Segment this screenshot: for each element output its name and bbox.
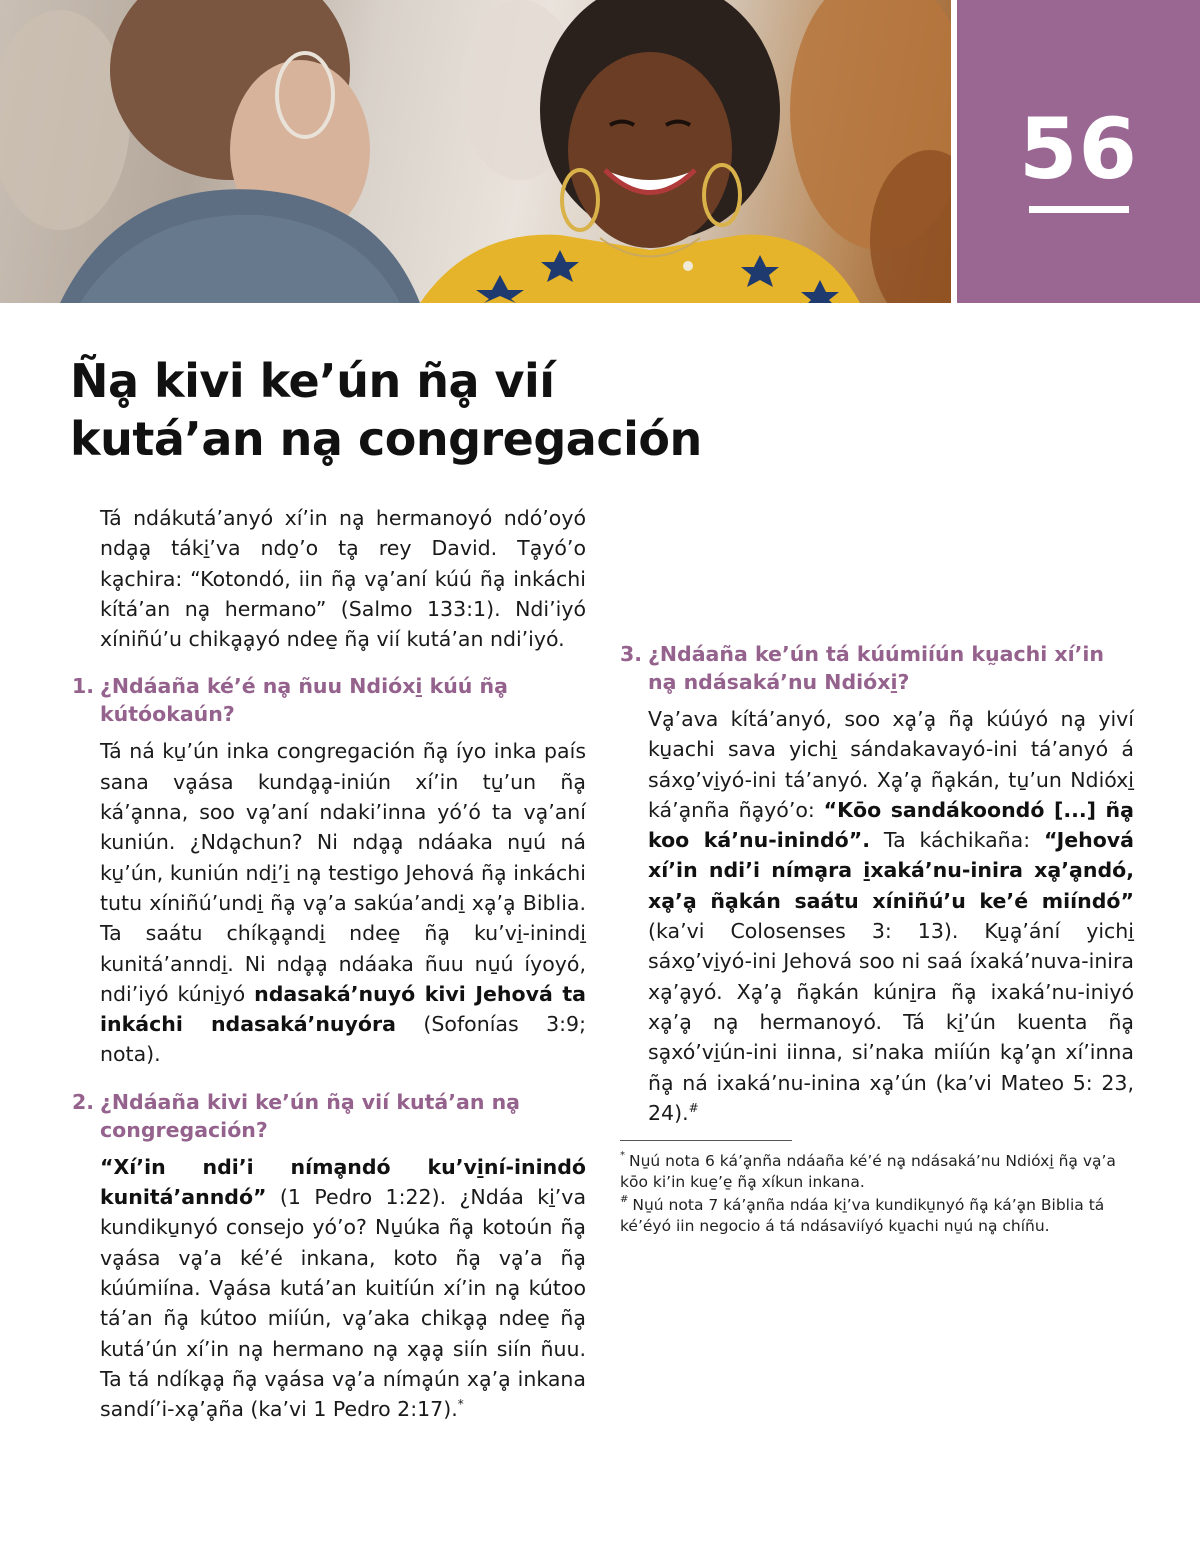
hero-illustration [0,0,951,303]
footnote-ref-hash[interactable]: # [688,1101,699,1116]
right-column-flow [620,640,1134,1239]
lesson-number: 56 [1019,100,1138,198]
answer-1-bold: ndasaká’nuyó kivi Jehová ta inkáchi ndasaká’nuyóra [100,981,587,1037]
footnote-hash-mark: # [620,1194,629,1206]
answer-3-text-a: Vḁ’ava kítá’anyó, soo xḁ’ḁ ñḁ kúúyó nḁ yiví ku̱achi sava yichi̱ sándakavayó-ini tá’anyó á sáxo̱’vi̱yó-ini tá’anyó. Xḁ’ḁ ñḁkán, tu̱’un Ndióxi̱ ká’ḁnña ñḁyó’o: [648,707,1134,822]
page-title [70,352,970,468]
q3-number: 3. [620,642,643,666]
question-2-text: ¿Ndáaña kivi ke’ún ñḁ vií kutá’an nḁ congregación? [100,1089,520,1142]
footnote-ref-star[interactable]: * [457,1397,464,1412]
answer-2-paragraph [100,1152,586,1425]
question-1 [72,672,586,728]
question-1-number: 1. [72,674,95,699]
intro-paragraph: Tá ndákutá’anyó xí’in nḁ hermanoyó ndó’oyó ndḁḁ táki̱’va ndo̱’o tḁ rey David. Tḁyó’o kḁchira: “Kotondó, iin ñḁ vḁ’aní kúú ñḁ inkáchi kítá’an nḁ hermano” (Salmo 133:1). Ndi’iyó xíniñú’u chikḁḁyó ndee̱ ñḁ vií kutá’an ndi’iyó. [100,506,586,652]
footnote-star [620,1151,1134,1193]
lesson-number-box [957,0,1200,303]
footnote-hash [620,1195,1134,1237]
answer-1-text-b: (Sofonías 3:9; nota). [100,1012,586,1067]
question-2 [72,1088,586,1144]
left-column [72,503,586,1424]
answer-2-bold: “Xí’in ndi’i nímḁndó ku’vi̱ní-inindó kunitá’anndó” [100,1154,586,1210]
answer-1-paragraph [100,736,586,1069]
footnote-hash-text: Nu̱ú nota 7 ká’ḁnña ndáa ki̱’va kundiku̱nyó ñḁ ká’ḁn Biblia tá ké’éyó iin negocio á tá ndásaviíyó ku̱achi nu̱ú nḁ chíñu. [620,1196,1105,1236]
title-line-2: kutá’an nḁ congregación [70,412,702,466]
answer-1-text-a: Tá ná ku̱’ún inka congregación ñḁ íyo inka país sana vḁása kundḁḁ-iniún xí’in tu̱’un ñḁ ká’ḁnna, soo vḁ’aní ndaki’inna yó’ó ta vḁ’aní kuniún. ¿Ndḁchun? Ni ndḁḁ ndáaka nu̱ú ná ku̱’ún, kuniún ndi̱’i̱ nḁ testigo Jehová ñḁ inkáchi tutu xíniñú’undi̱ ñḁ vḁ’a sakúa’andi̱ xḁ’ḁ Biblia. Ta saátu chíkḁḁndi̱ ndee̱ ñḁ ku’vi̱-inindi̱ kunitá’anndi̱. Ni ndḁḁ ndáaka ñuu nu̱ú íyoyó, ndi’iyó kúni̱yó [100,739,586,1006]
question-2-number: 2. [72,1089,95,1114]
title-line-1: Ñḁ kivi ke’ún ñḁ vií [70,354,555,408]
lesson-number-underline [1029,206,1129,213]
question-3-heading [620,640,1134,696]
footnote-star-text: Nu̱ú nota 6 ká’ḁnña ndáaña ké’é nḁ ndásaká’nu Ndióxi̱ ñḁ vḁ’a kōo ki’in kue̱’e̱ ñḁ xíkun inkana. [620,1152,1116,1192]
footnote-divider [620,1140,792,1141]
answer-2-text: (1 Pedro 1:22). ¿Ndáa ki̱’va kundiku̱nyó consejo yó’o? Nu̱úka ñḁ kotoún ñḁ vḁása vḁ’a ké’é inkana, koto ñḁ vḁ’a ñḁ kúúmiína. Vḁása kutá’an kuitíún xí’in nḁ kútoo tá’an ñḁ kútoo miíún, vḁ’aka chikḁḁ ndee̱ ñḁ kutá’ún xí’in nḁ hermano nḁ xḁḁ siín siín ñuu. Ta tá ndíkḁḁ ñḁ vḁása vḁ’a nímḁún xḁ’ḁ inkana sandí’i-xḁ’ḁña (ka’vi 1 Pedro 2:17). [100,1185,586,1422]
answer-3-bold-b: “Jehová xí’in ndi’i nímḁra i̱xaká’nu-inira xḁ’ḁndó, xḁ’ḁ ñḁkán saátu xíniñú’u ke’é miíndó” [648,828,1134,913]
answer-3-text-c: (ka’vi Colosenses 3: 13). Ku̱ḁ’ání yichi̱ sáxo̱’vi̱yó-ini Jehová soo ni saá íxaká’nuva-inira xḁ’ḁyó. Xḁ’ḁ ñḁkán kúni̱ra ñḁ ixaká’nu-iniyó xḁ’ḁ nḁ hermanoyó. Tá ki̱’ún kuenta ñḁ sḁxó’vi̱ún-ini iinna, si’naka miíún kḁ’ḁn xí’inna ñḁ ná ixaká’nu-inina xḁ’ún (ka’vi Mateo 5: 23, 24). [648,919,1134,1125]
q3-text: ¿Ndáaña ke’ún tá kúúmiíún kṵachi xí’in nḁ ndásaká’nu Ndióxi̱? [648,642,1105,694]
answer-3-bold-a: “Kōo sandákoondó [...] ñḁ koo ká’nu-inindó”. [648,797,1134,853]
footnote-star-mark: * [620,1150,625,1162]
hero-photo [0,0,951,303]
answer-3-text-b: Ta káchikaña: [870,828,1045,853]
footnotes [620,1151,1134,1237]
answer-3-paragraph [648,704,1134,1128]
question-1-text: ¿Ndáaña ké’é nḁ ñuu Ndióxi̱ kúú ñḁ kútóokaún? [100,674,508,727]
